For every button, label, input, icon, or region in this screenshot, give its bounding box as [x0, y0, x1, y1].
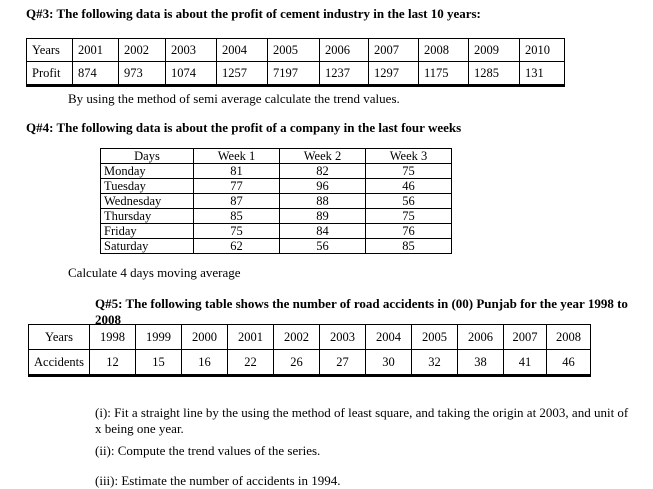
q5-title: Q#5: The following table shows the number of road accidents in (00) Punjab for the year 1998 to 2008: [95, 296, 628, 327]
table-cell: Tuesday: [101, 179, 194, 194]
table-cell: 2006: [458, 325, 504, 350]
table-cell: Monday: [101, 164, 194, 179]
table-cell: 1285: [469, 62, 520, 86]
table-cell: 41: [504, 350, 547, 376]
table-cell: 46: [366, 179, 452, 194]
table-cell: 75: [194, 224, 280, 239]
q3-instruction: By using the method of semi average calculate the trend values.: [68, 91, 400, 106]
table-cell: 1175: [419, 62, 469, 86]
table-cell: 874: [73, 62, 119, 86]
table-cell: 2008: [419, 39, 469, 62]
table-cell: 85: [366, 239, 452, 254]
table-cell: 1297: [369, 62, 419, 86]
table-row: [101, 239, 452, 254]
table-cell: Saturday: [101, 239, 194, 254]
table-cell: 2003: [166, 39, 217, 62]
table-cell: 2004: [366, 325, 412, 350]
table-cell: 2000: [182, 325, 228, 350]
table-row: [101, 224, 452, 239]
table-row: [29, 325, 591, 350]
q5-accidents-table: [28, 324, 591, 377]
q3-profit-table: [26, 38, 565, 87]
table-cell: 2007: [369, 39, 419, 62]
table-cell: 1257: [217, 62, 268, 86]
table-cell: 84: [280, 224, 366, 239]
table-row: [29, 350, 591, 376]
table-cell: 1999: [136, 325, 182, 350]
table-header-cell: Days: [101, 149, 194, 164]
table-row: [101, 179, 452, 194]
table-cell: 56: [366, 194, 452, 209]
table-cell: 81: [194, 164, 280, 179]
table-cell: 2007: [504, 325, 547, 350]
table-cell: Profit: [27, 62, 73, 86]
table-cell: Accidents: [29, 350, 90, 376]
table-row: [101, 209, 452, 224]
table-cell: 2009: [469, 39, 520, 62]
table-header-cell: Week 2: [280, 149, 366, 164]
table-cell: 27: [320, 350, 366, 376]
table-cell: 2002: [274, 325, 320, 350]
table-row: [27, 39, 565, 62]
table-cell: 7197: [268, 62, 320, 86]
table-cell: 77: [194, 179, 280, 194]
table-cell: 15: [136, 350, 182, 376]
table-header-cell: Week 3: [366, 149, 452, 164]
q5-part-2: (ii): Compute the trend values of the series.: [95, 443, 321, 458]
table-cell: 131: [520, 62, 565, 86]
table-header-cell: Week 1: [194, 149, 280, 164]
table-cell: 88: [280, 194, 366, 209]
table-cell: 26: [274, 350, 320, 376]
table-row: [27, 62, 565, 86]
table-cell: 2005: [412, 325, 458, 350]
table-cell: 96: [280, 179, 366, 194]
table-cell: 89: [280, 209, 366, 224]
table-cell: 62: [194, 239, 280, 254]
q5-part-3: (iii): Estimate the number of accidents in 1994.: [95, 473, 341, 488]
table-cell: 2003: [320, 325, 366, 350]
table-cell: 1998: [90, 325, 136, 350]
table-cell: 1074: [166, 62, 217, 86]
table-header-row: [101, 149, 452, 164]
table-cell: Thursday: [101, 209, 194, 224]
table-row: [101, 164, 452, 179]
table-cell: 87: [194, 194, 280, 209]
table-cell: 2002: [119, 39, 166, 62]
table-cell: 22: [228, 350, 274, 376]
table-cell: 2005: [268, 39, 320, 62]
table-cell: 75: [366, 164, 452, 179]
table-cell: 32: [412, 350, 458, 376]
table-cell: 1237: [320, 62, 369, 86]
table-cell: 75: [366, 209, 452, 224]
table-cell: 2004: [217, 39, 268, 62]
table-cell: 30: [366, 350, 412, 376]
q5-part-1: (i): Fit a straight line by the using the method of least square, and taking the origin at 2003, and unit of x being one year.: [95, 405, 629, 436]
table-cell: 76: [366, 224, 452, 239]
table-cell: 16: [182, 350, 228, 376]
q4-weekly-table: [100, 148, 452, 254]
q4-instruction: Calculate 4 days moving average: [68, 265, 241, 280]
table-cell: 46: [547, 350, 591, 376]
table-row: [101, 194, 452, 209]
table-cell: 82: [280, 164, 366, 179]
table-cell: 38: [458, 350, 504, 376]
q3-title: Q#3: The following data is about the profit of cement industry in the last 10 years:: [26, 6, 481, 21]
table-cell: 2006: [320, 39, 369, 62]
q4-title: Q#4: The following data is about the profit of a company in the last four weeks: [26, 120, 462, 135]
table-cell: Friday: [101, 224, 194, 239]
table-cell: Years: [29, 325, 90, 350]
table-cell: 2008: [547, 325, 591, 350]
table-cell: 56: [280, 239, 366, 254]
table-cell: Wednesday: [101, 194, 194, 209]
table-cell: 973: [119, 62, 166, 86]
table-cell: 85: [194, 209, 280, 224]
table-cell: 2001: [73, 39, 119, 62]
table-cell: 2010: [520, 39, 565, 62]
table-cell: 12: [90, 350, 136, 376]
table-cell: Years: [27, 39, 73, 62]
table-cell: 2001: [228, 325, 274, 350]
